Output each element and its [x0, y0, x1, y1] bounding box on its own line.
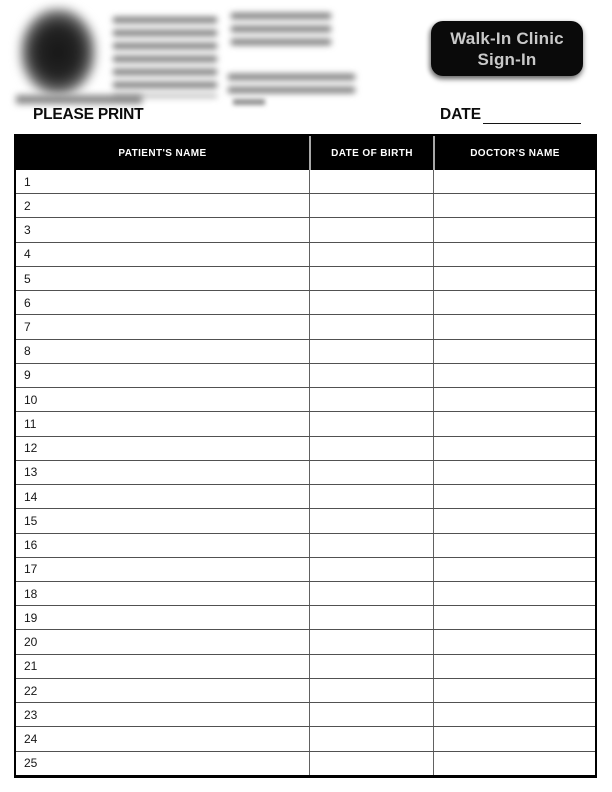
table-row — [16, 460, 595, 484]
row-number: 16 — [24, 538, 38, 553]
date-of-birth-cell — [309, 315, 433, 338]
date-of-birth-cell — [309, 534, 433, 557]
clinic-contact-small-redacted — [233, 99, 265, 105]
date-of-birth-cell — [309, 727, 433, 750]
clinic-phone-redacted — [231, 13, 331, 52]
table-row — [16, 290, 595, 314]
doctor-name-cell — [433, 364, 595, 387]
date-of-birth-cell — [309, 267, 433, 290]
table-row — [16, 654, 595, 678]
patient-name-cell — [16, 412, 309, 435]
row-number: 13 — [24, 465, 38, 480]
badge-line2: Sign-In — [477, 49, 537, 69]
patient-name-cell — [16, 170, 309, 193]
table-body — [16, 170, 595, 775]
table-row — [16, 533, 595, 557]
date-of-birth-cell — [309, 218, 433, 241]
table-row — [16, 751, 595, 775]
row-number: 6 — [24, 295, 31, 310]
date-of-birth-cell — [309, 170, 433, 193]
doctor-name-cell — [433, 485, 595, 508]
table-row — [16, 266, 595, 290]
doctor-name-cell — [433, 267, 595, 290]
date-blank-line — [483, 109, 581, 124]
row-number: 15 — [24, 513, 38, 528]
row-number: 12 — [24, 441, 38, 456]
patient-name-cell — [16, 655, 309, 678]
patient-name-cell — [16, 727, 309, 750]
patient-name-cell — [16, 291, 309, 314]
doctor-name-cell — [433, 752, 595, 775]
doctor-name-cell — [433, 582, 595, 605]
doctor-name-cell — [433, 727, 595, 750]
patient-name-cell — [16, 194, 309, 217]
doctor-name-cell — [433, 170, 595, 193]
date-of-birth-cell — [309, 461, 433, 484]
patient-name-cell — [16, 437, 309, 460]
doctor-name-cell — [433, 243, 595, 266]
patient-name-cell — [16, 509, 309, 532]
patient-name-cell — [16, 582, 309, 605]
patient-name-cell — [16, 388, 309, 411]
patient-name-cell — [16, 558, 309, 581]
table-row — [16, 508, 595, 532]
table-row — [16, 726, 595, 750]
date-of-birth-cell — [309, 364, 433, 387]
row-number: 1 — [24, 174, 31, 189]
table-row — [16, 193, 595, 217]
patient-name-cell — [16, 630, 309, 653]
date-of-birth-cell — [309, 679, 433, 702]
table-row — [16, 557, 595, 581]
date-of-birth-cell — [309, 703, 433, 726]
row-number: 24 — [24, 732, 38, 746]
column-header-date-of-birth: DATE OF BIRTH — [309, 136, 433, 170]
row-number: 10 — [24, 392, 38, 407]
doctor-name-cell — [433, 388, 595, 411]
doctor-name-cell — [433, 218, 595, 241]
patient-name-cell — [16, 315, 309, 338]
please-print-label: PLEASE PRINT — [33, 106, 144, 123]
clinic-logo-redacted — [20, 8, 96, 96]
row-number: 25 — [24, 756, 38, 771]
date-of-birth-cell — [309, 437, 433, 460]
column-header-patient-name: PATIENT'S NAME — [118, 147, 207, 159]
table-row — [16, 605, 595, 629]
date-of-birth-cell — [309, 340, 433, 363]
patient-name-cell — [16, 461, 309, 484]
row-number: 22 — [24, 683, 38, 698]
table-row — [16, 363, 595, 387]
patient-name-cell — [16, 485, 309, 508]
doctor-name-cell — [433, 558, 595, 581]
date-of-birth-cell — [309, 630, 433, 653]
table-row — [16, 242, 595, 266]
doctor-name-cell — [433, 630, 595, 653]
table-row — [16, 702, 595, 726]
clinic-name-address-redacted — [113, 17, 217, 97]
patient-name-cell — [16, 364, 309, 387]
table-row — [16, 314, 595, 338]
date-field — [440, 106, 581, 124]
doctor-name-cell — [433, 509, 595, 532]
doctor-name-cell — [433, 412, 595, 435]
clinic-contact-redacted — [228, 74, 355, 100]
row-number: 5 — [24, 271, 31, 286]
doctor-name-cell — [433, 340, 595, 363]
patient-name-cell — [16, 752, 309, 775]
date-of-birth-cell — [309, 485, 433, 508]
date-of-birth-cell — [309, 243, 433, 266]
doctor-name-cell — [433, 291, 595, 314]
row-number: 11 — [24, 416, 37, 431]
table-row — [16, 581, 595, 605]
row-number: 20 — [24, 635, 38, 650]
clinic-logo-caption-redacted — [16, 95, 142, 104]
date-of-birth-cell — [309, 655, 433, 678]
row-number: 23 — [24, 707, 38, 722]
table-row — [16, 217, 595, 241]
doctor-name-cell — [433, 315, 595, 338]
date-of-birth-cell — [309, 509, 433, 532]
doctor-name-cell — [433, 461, 595, 484]
date-of-birth-cell — [309, 412, 433, 435]
doctor-name-cell — [433, 437, 595, 460]
row-number: 18 — [24, 586, 38, 601]
doctor-name-cell — [433, 679, 595, 702]
row-number: 9 — [24, 368, 31, 383]
table-row — [16, 629, 595, 653]
date-of-birth-cell — [309, 606, 433, 629]
table-row — [16, 678, 595, 702]
badge-line1: Walk-In Clinic — [450, 28, 564, 48]
patient-name-cell — [16, 243, 309, 266]
table-row — [16, 387, 595, 411]
row-number: 21 — [24, 659, 38, 674]
date-of-birth-cell — [309, 388, 433, 411]
table-row — [16, 339, 595, 363]
row-number: 3 — [24, 223, 31, 238]
row-number: 8 — [24, 344, 31, 359]
table-row — [16, 170, 595, 193]
doctor-name-cell — [433, 606, 595, 629]
date-of-birth-cell — [309, 558, 433, 581]
date-of-birth-cell — [309, 291, 433, 314]
table-header-row — [16, 136, 595, 170]
date-label: DATE — [440, 106, 482, 123]
doctor-name-cell — [433, 703, 595, 726]
patient-name-cell — [16, 679, 309, 702]
patient-name-cell — [16, 218, 309, 241]
patient-name-cell — [16, 340, 309, 363]
row-number: 17 — [24, 562, 38, 577]
doctor-name-cell — [433, 534, 595, 557]
date-of-birth-cell — [309, 582, 433, 605]
row-number: 7 — [24, 320, 31, 335]
walk-in-clinic-badge — [431, 21, 583, 76]
table-row — [16, 436, 595, 460]
signin-table — [14, 134, 597, 778]
column-header-doctor-name: DOCTOR'S NAME — [433, 136, 595, 170]
row-number: 19 — [24, 610, 38, 625]
doctor-name-cell — [433, 194, 595, 217]
row-number: 2 — [24, 198, 31, 213]
date-of-birth-cell — [309, 194, 433, 217]
row-number: 14 — [24, 489, 38, 504]
table-row — [16, 484, 595, 508]
table-row — [16, 411, 595, 435]
date-of-birth-cell — [309, 752, 433, 775]
doctor-name-cell — [433, 655, 595, 678]
row-number: 4 — [24, 247, 31, 262]
patient-name-cell — [16, 534, 309, 557]
patient-name-cell — [16, 606, 309, 629]
patient-name-cell — [16, 703, 309, 726]
patient-name-cell — [16, 267, 309, 290]
